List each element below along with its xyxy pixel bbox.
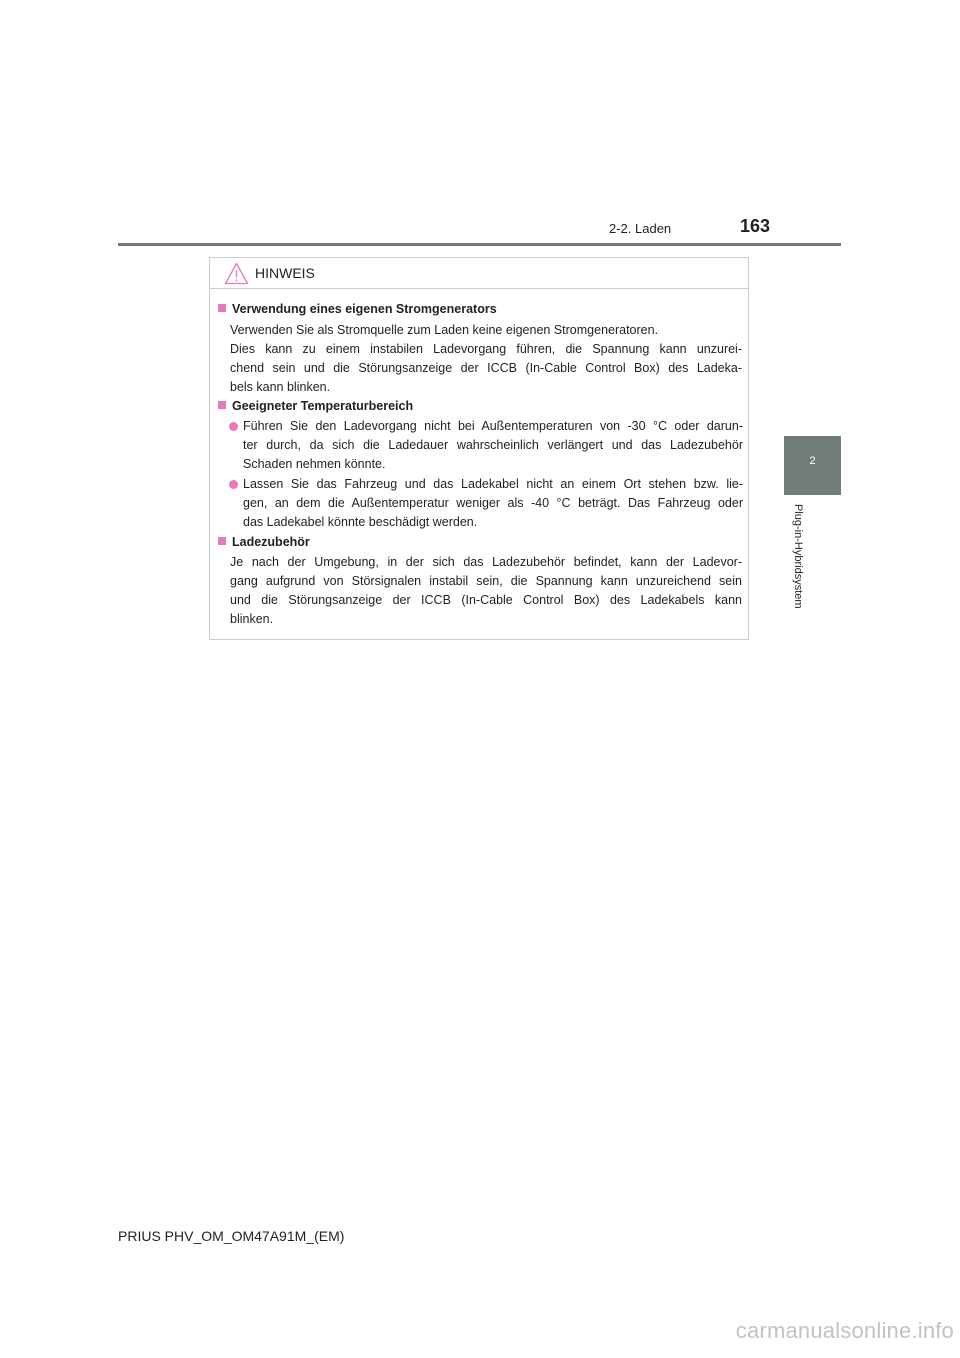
item-heading-text: Ladezubehör (232, 535, 310, 549)
text-line: Je nach der Umgebung, in der sich das Ladezubehör befindet, kann der Ladevor- (230, 555, 742, 569)
square-bullet-icon (218, 401, 226, 409)
text-line: gang aufgrund von Störsignalen instabil sein, die Spannung kann unzureichend sein (230, 574, 742, 588)
text-line: Führen Sie den Ladevorgang nicht bei Außentemperaturen von -30 °C oder darun- (243, 419, 743, 433)
item-heading (218, 533, 310, 552)
text-line: gen, an dem die Außentemperatur weniger als -40 °C beträgt. Das Fahrzeug oder (243, 496, 743, 510)
notice-header (210, 258, 748, 289)
square-bullet-icon (218, 304, 226, 312)
item-heading-text: Verwendung eines eigenen Stromgenerators (232, 302, 497, 316)
notice-box (209, 257, 749, 640)
text-line: das Ladekabel könnte beschädigt werden. (243, 515, 478, 529)
paragraph (230, 321, 742, 397)
warning-triangle-icon (224, 262, 249, 285)
circle-bullet-icon (229, 422, 238, 431)
text-line: Dies kann zu einem instabilen Ladevorgang führen, die Spannung kann unzurei- (230, 342, 742, 356)
chapter-label (788, 504, 804, 626)
text-line: blinken. (230, 612, 274, 626)
text-line: Lassen Sie das Fahrzeug und das Ladekabel nicht an einem Ort stehen bzw. lie- (243, 477, 743, 491)
text-line: Verwenden Sie als Stromquelle zum Laden keine eigenen Stromgeneratoren. (230, 323, 659, 337)
square-bullet-icon (218, 537, 226, 545)
item-heading (218, 300, 497, 319)
chapter-tab (784, 436, 841, 495)
section-title: 2-2. Laden (609, 221, 672, 236)
header-rule (118, 243, 841, 246)
circle-bullet-icon (229, 480, 238, 489)
chapter-title: Plug-in-Hybridsystem (792, 504, 804, 609)
watermark: carmanualsonline.info (735, 1318, 954, 1343)
document-id: PRIUS PHV_OM_OM47A91M_(EM) (118, 1228, 345, 1244)
bullet-text (243, 475, 743, 532)
text-line: und die Störungsanzeige der ICCB (In-Cable Control Box) des Ladekabels kann (230, 593, 742, 607)
notice-title: HINWEIS (255, 265, 315, 281)
text-line: chend sein und die Störungsanzeige der ICCB (In-Cable Control Box) des Ladeka- (230, 361, 742, 375)
page-number: 163 (740, 216, 771, 236)
item-heading (218, 397, 413, 416)
text-line: Schaden nehmen könnte. (243, 457, 386, 471)
bullet-text (243, 417, 743, 474)
paragraph (230, 553, 742, 629)
text-line: bels kann blinken. (230, 380, 331, 394)
chapter-number: 2 (809, 455, 816, 467)
item-heading-text: Geeigneter Temperaturbereich (232, 399, 414, 413)
text-line: ter durch, da sich die Ladedauer wahrscheinlich verlängert und das Ladezubehör (243, 438, 743, 452)
